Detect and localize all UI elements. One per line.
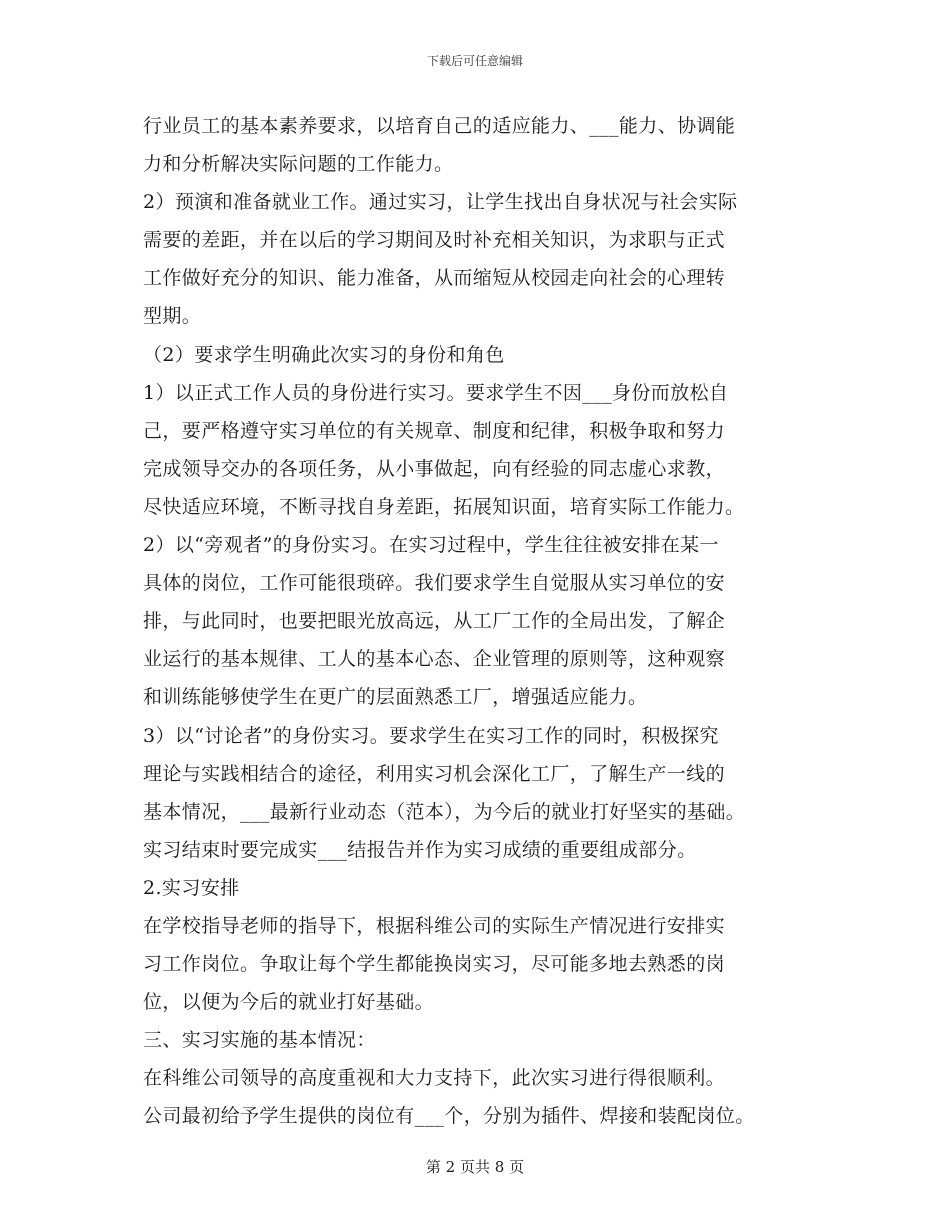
text-line: 3）以“讨论者”的身份实习。要求学生在实习工作的同时，积极探究 [143, 724, 719, 747]
document-body [143, 107, 833, 1136]
text-line: 实习结束时要完成实___结报告并作为实习成绩的重要组成部分。 [143, 838, 697, 861]
text-line: 尽快适应环境，不断寻找自身差距，拓展知识面，培育实际工作能力。 [143, 495, 745, 518]
text-line: 工作做好充分的知识、能力准备，从而缩短从校园走向社会的心理转 [143, 267, 726, 290]
text-line: 2）预演和准备就业工作。通过实习，让学生找出自身状况与社会实际 [143, 191, 738, 214]
text-line: 行业员工的基本素养要求，以培育自己的适应能力、___能力、协调能 [143, 115, 736, 137]
page-number: 第 2 页共 8 页 [425, 1158, 525, 1176]
section-heading: （2）要求学生明确此次实习的身份和角色 [143, 343, 505, 366]
section-heading: 三、实习实施的基本情况： [143, 1029, 376, 1052]
text-line: 习工作岗位。争取让每个学生都能换岗实习，尽可能多地去熟悉的岗 [143, 953, 726, 976]
text-line: 位，以便为今后的就业打好基础。 [143, 991, 435, 1014]
text-line: 需要的差距，并在以后的学习期间及时补充相关知识，为求职与正式 [143, 229, 726, 252]
text-line: 1）以正式工作人员的身份进行实习。要求学生不因___身份而放松自 [143, 381, 729, 404]
text-line: 排，与此同时，也要把眼光放高远，从工厂工作的全局出发，了解企 [143, 610, 726, 633]
text-line: 力和分析解决实际问题的工作能力。 [143, 153, 454, 176]
text-line: 完成领导交办的各项任务，从小事做起，向有经验的同志虚心求教， [143, 457, 726, 480]
text-line: 己，要严格遵守实习单位的有关规章、制度和纪律，积极争取和努力 [143, 419, 726, 442]
text-line: 具体的岗位，工作可能很琐碎。我们要求学生自觉服从实习单位的安 [143, 572, 726, 595]
text-line: 型期。 [143, 305, 202, 328]
text-line: 在科维公司领导的高度重视和大力支持下，此次实习进行得很顺利。 [143, 1067, 726, 1090]
text-line: 和训练能够使学生在更广的层面熟悉工厂，增强适应能力。 [143, 686, 648, 709]
text-line: 2）以“旁观者”的身份实习。在实习过程中，学生往往被安排在某一 [143, 534, 719, 557]
page-header: 下载后可任意编辑 [426, 54, 523, 68]
text-line: 理论与实践相结合的途径，利用实习机会深化工厂，了解生产一线的 [143, 762, 726, 785]
text-line: 业运行的基本规律、工人的基本心态、企业管理的原则等，这种观察 [143, 648, 726, 671]
text-line: 在学校指导老师的指导下，根据科维公司的实际生产情况进行安排实 [143, 914, 726, 937]
text-line: 公司最初给予学生提供的岗位有___个，分别为插件、焊接和装配岗位。 [143, 1105, 755, 1128]
section-heading: 2.实习安排 [143, 876, 240, 899]
text-line: 基本情况，___最新行业动态（范本），为今后的就业打好坚实的基础。 [143, 800, 746, 823]
